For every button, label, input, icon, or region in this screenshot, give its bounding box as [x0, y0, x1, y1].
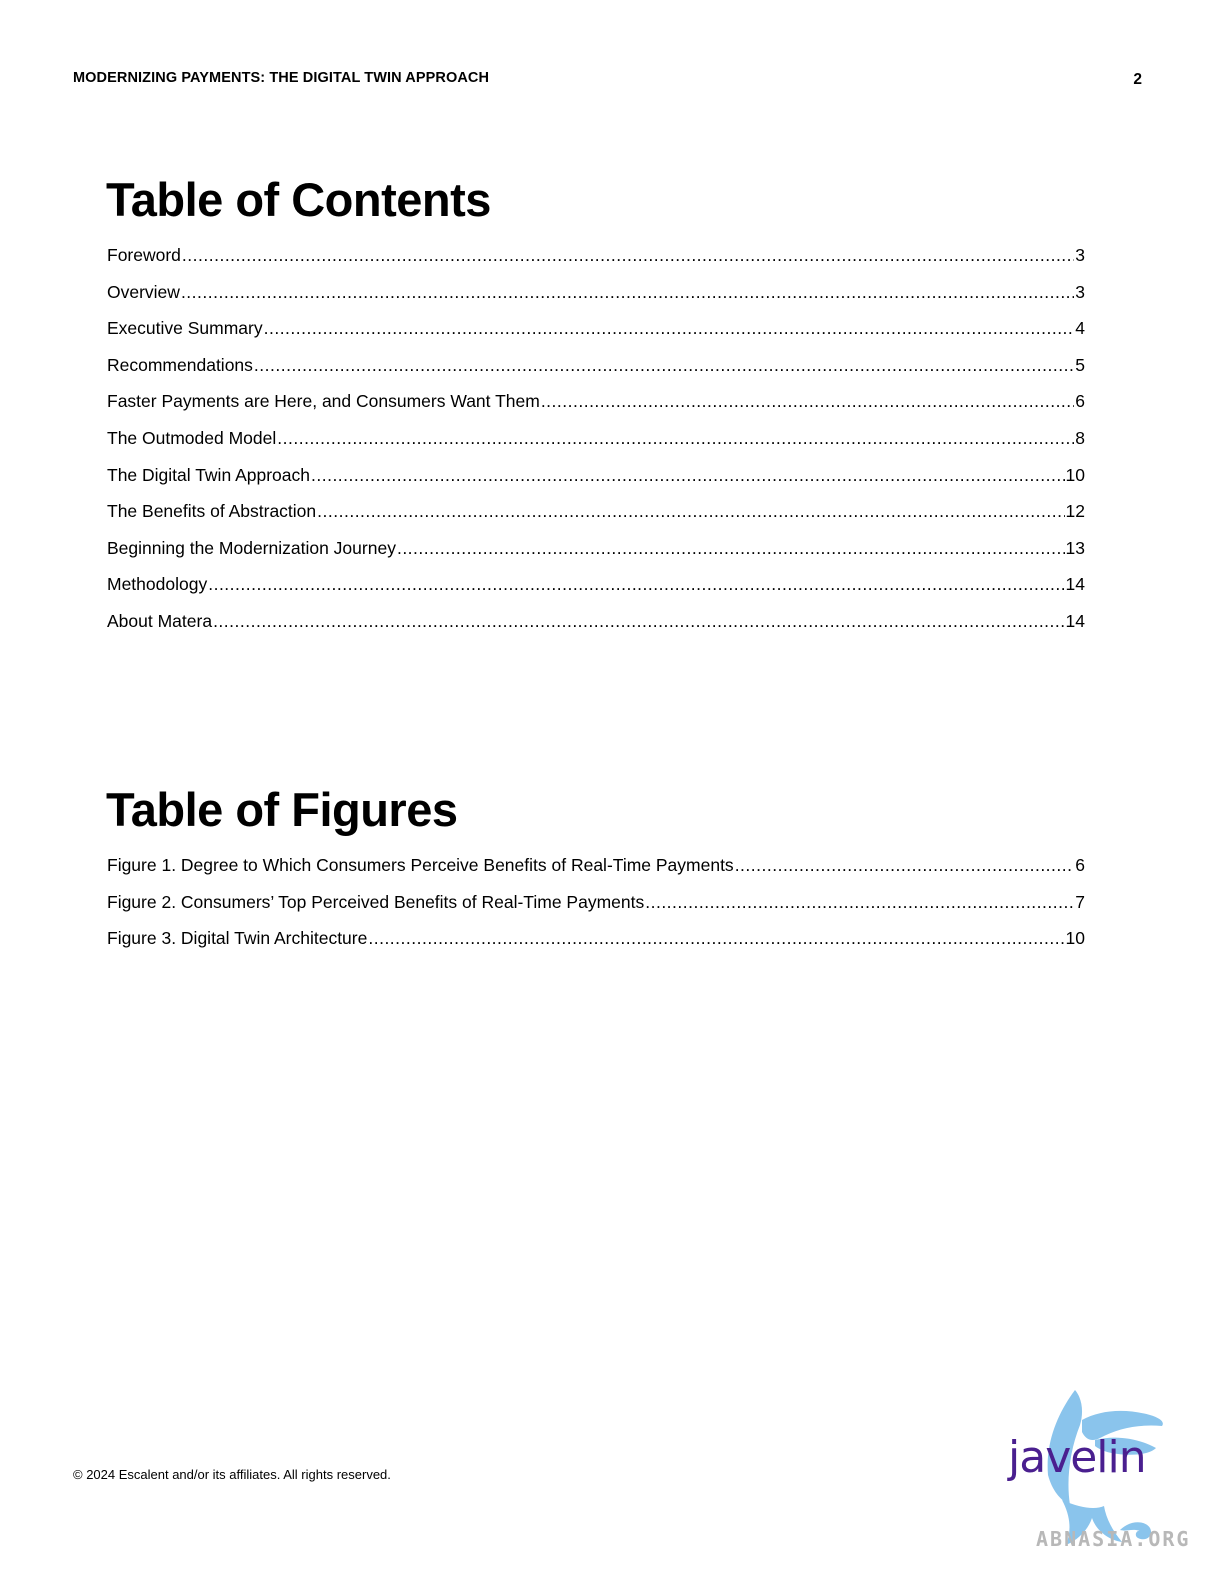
- dot-leader: [264, 316, 1075, 340]
- toc-entry-label: Executive Summary: [107, 318, 263, 339]
- toc-entry-label: Beginning the Modernization Journey: [107, 537, 396, 558]
- toc-entry-label: Foreword: [107, 245, 181, 265]
- toc-entry-page: 14: [1065, 610, 1085, 631]
- figure-entry-3[interactable]: [107, 926, 1085, 963]
- running-header: MODERNIZING PAYMENTS: THE DIGITAL TWIN APPROACH: [73, 70, 490, 86]
- toc-list: [107, 243, 1085, 646]
- dot-leader: [182, 243, 1074, 267]
- dot-leader: [181, 280, 1074, 304]
- figures-list: [107, 853, 1085, 963]
- figure-entry-label: Figure 2. Consumers’ Top Perceived Benefits of Real-Time Payments: [107, 891, 645, 912]
- toc-entry-digital-twin-approach[interactable]: [107, 463, 1085, 500]
- toc-entry-label: The Digital Twin Approach: [107, 464, 310, 485]
- figures-title: Table of Figures: [106, 783, 458, 836]
- toc-entry-faster-payments[interactable]: [107, 389, 1085, 426]
- toc-entry-page: 13: [1065, 537, 1085, 558]
- toc-entry-page: 8: [1075, 427, 1085, 448]
- toc-entry-page: 5: [1075, 354, 1085, 375]
- toc-entry-executive-summary[interactable]: [107, 316, 1085, 353]
- figure-entry-1[interactable]: [107, 853, 1085, 890]
- dot-leader: [208, 572, 1064, 596]
- dot-leader: [254, 353, 1074, 377]
- toc-entry-page: 10: [1065, 464, 1085, 485]
- dot-leader: [213, 609, 1064, 633]
- page-number: 2: [1133, 71, 1142, 88]
- dot-leader: [397, 536, 1065, 560]
- copyright-notice: © 2024 Escalent and/or its affiliates. All rights reserved.: [73, 1467, 391, 1482]
- toc-entry-modernization-journey[interactable]: [107, 536, 1085, 573]
- figure-entry-page: 6: [1075, 855, 1085, 875]
- figure-entry-page: 7: [1075, 891, 1085, 912]
- figure-entry-label: Figure 3. Digital Twin Architecture: [107, 928, 368, 949]
- toc-entry-label: Methodology: [107, 574, 208, 595]
- dot-leader: [368, 926, 1064, 950]
- dot-leader: [645, 890, 1074, 914]
- figure-entry-label: Figure 1. Degree to Which Consumers Perceive Benefits of Real-Time Payments: [107, 855, 734, 875]
- toc-entry-methodology[interactable]: [107, 572, 1085, 609]
- toc-entry-label: About Matera: [107, 610, 213, 631]
- figure-entry-2[interactable]: [107, 890, 1085, 927]
- toc-entry-page: 3: [1075, 245, 1085, 265]
- dot-leader: [541, 389, 1074, 413]
- figure-entry-page: 10: [1065, 928, 1085, 949]
- toc-entry-page: 3: [1075, 281, 1085, 302]
- toc-entry-page: 4: [1075, 318, 1085, 339]
- logo-wordmark: javelin: [1008, 1432, 1146, 1483]
- toc-entry-label: The Outmoded Model: [107, 427, 277, 448]
- toc-entry-label: Recommendations: [107, 354, 253, 375]
- toc-entry-page: 6: [1075, 391, 1085, 412]
- toc-entry-page: 14: [1065, 574, 1085, 595]
- toc-entry-benefits-of-abstraction[interactable]: [107, 499, 1085, 536]
- watermark: ABNASIA.ORG: [1036, 1527, 1191, 1551]
- dot-leader: [735, 853, 1075, 877]
- toc-entry-recommendations[interactable]: [107, 353, 1085, 390]
- dot-leader: [277, 426, 1074, 450]
- toc-title: Table of Contents: [106, 173, 491, 226]
- toc-entry-page: 12: [1065, 501, 1085, 522]
- toc-entry-label: Faster Payments are Here, and Consumers Want Them: [107, 391, 540, 412]
- dot-leader: [317, 499, 1064, 523]
- dot-leader: [311, 463, 1065, 487]
- toc-entry-foreword[interactable]: [107, 243, 1085, 280]
- toc-entry-overview[interactable]: [107, 280, 1085, 317]
- toc-entry-outmoded-model[interactable]: [107, 426, 1085, 463]
- toc-entry-label: The Benefits of Abstraction: [107, 501, 317, 522]
- toc-entry-label: Overview: [107, 281, 180, 302]
- toc-entry-about-matera[interactable]: [107, 609, 1085, 646]
